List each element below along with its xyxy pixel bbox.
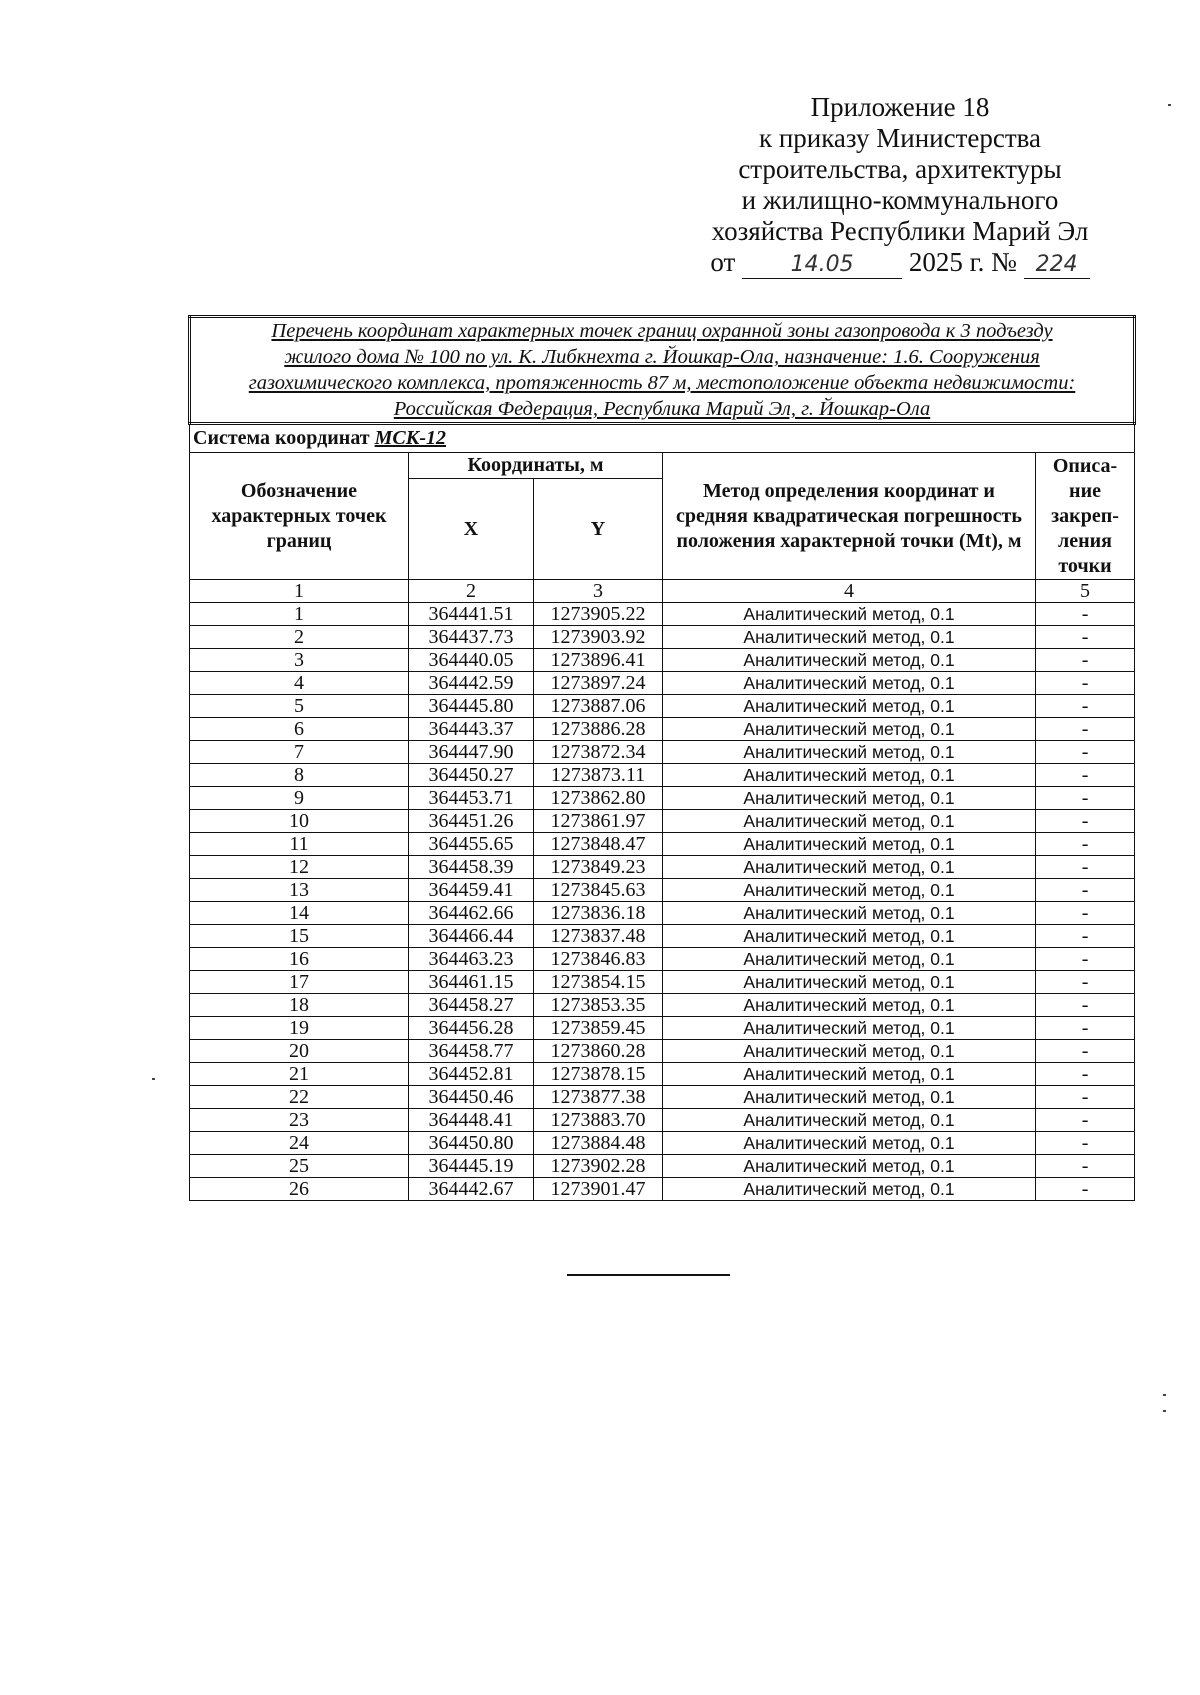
point-cell: 21 — [190, 1063, 409, 1086]
handwritten-order-number: 224 — [1024, 252, 1090, 279]
y-cell: 1273854.15 — [534, 971, 663, 994]
point-cell: 18 — [190, 994, 409, 1017]
column-number-row — [190, 580, 1135, 603]
description-cell: - — [1036, 1063, 1135, 1086]
x-cell: 364458.39 — [409, 856, 534, 879]
description-cell: - — [1036, 603, 1135, 626]
x-cell: 364455.65 — [409, 833, 534, 856]
header-line-ministry: строительства, архитектуры — [738, 154, 1062, 184]
x-cell: 364450.46 — [409, 1086, 534, 1109]
description-cell: - — [1036, 879, 1135, 902]
y-cell: 1273849.23 — [534, 856, 663, 879]
table-row — [190, 603, 1135, 626]
description-cell: - — [1036, 833, 1135, 856]
x-cell: 364445.19 — [409, 1155, 534, 1178]
method-cell: Аналитический метод, 0.1 — [663, 764, 1036, 787]
header-line-republic: хозяйства Республики Марий Эл — [711, 216, 1089, 246]
y-cell: 1273887.06 — [534, 695, 663, 718]
x-cell: 364459.41 — [409, 879, 534, 902]
header-description: Описа-ние закреп-ления точки — [1036, 453, 1135, 580]
table-row — [190, 833, 1135, 856]
method-cell: Аналитический метод, 0.1 — [663, 787, 1036, 810]
y-cell: 1273902.28 — [534, 1155, 663, 1178]
method-cell: Аналитический метод, 0.1 — [663, 1063, 1036, 1086]
table-row — [190, 741, 1135, 764]
point-cell: 24 — [190, 1132, 409, 1155]
description-cell: - — [1036, 856, 1135, 879]
point-cell: 15 — [190, 925, 409, 948]
point-cell: 13 — [190, 879, 409, 902]
x-cell: 364442.59 — [409, 672, 534, 695]
description-cell: - — [1036, 649, 1135, 672]
method-cell: Аналитический метод, 0.1 — [663, 1155, 1036, 1178]
description-cell: - — [1036, 1155, 1135, 1178]
description-cell: - — [1036, 1040, 1135, 1063]
point-cell: 14 — [190, 902, 409, 925]
point-cell: 26 — [190, 1178, 409, 1201]
point-cell: 25 — [190, 1155, 409, 1178]
y-cell: 1273873.11 — [534, 764, 663, 787]
column-number: 4 — [663, 580, 1036, 603]
point-cell: 20 — [190, 1040, 409, 1063]
description-cell: - — [1036, 764, 1135, 787]
method-cell: Аналитический метод, 0.1 — [663, 649, 1036, 672]
table-row — [190, 695, 1135, 718]
table-row — [190, 1109, 1135, 1132]
method-cell: Аналитический метод, 0.1 — [663, 902, 1036, 925]
table-row — [190, 810, 1135, 833]
method-cell: Аналитический метод, 0.1 — [663, 1040, 1036, 1063]
description-cell: - — [1036, 626, 1135, 649]
closing-separator-line — [567, 1274, 730, 1276]
y-cell: 1273853.35 — [534, 994, 663, 1017]
x-cell: 364458.27 — [409, 994, 534, 1017]
table-title — [190, 317, 1135, 424]
handwritten-date: 14.05 — [742, 252, 902, 279]
method-cell: Аналитический метод, 0.1 — [663, 1109, 1036, 1132]
table-row — [190, 787, 1135, 810]
x-cell: 364445.80 — [409, 695, 534, 718]
point-cell: 10 — [190, 810, 409, 833]
y-cell: 1273862.80 — [534, 787, 663, 810]
x-cell: 364447.90 — [409, 741, 534, 764]
table-row — [190, 626, 1135, 649]
column-number: 1 — [190, 580, 409, 603]
coordinate-system-row — [190, 424, 1135, 453]
y-cell: 1273845.63 — [534, 879, 663, 902]
method-cell: Аналитический метод, 0.1 — [663, 1017, 1036, 1040]
point-cell: 8 — [190, 764, 409, 787]
method-cell: Аналитический метод, 0.1 — [663, 833, 1036, 856]
y-cell: 1273877.38 — [534, 1086, 663, 1109]
table-row — [190, 1040, 1135, 1063]
method-cell: Аналитический метод, 0.1 — [663, 879, 1036, 902]
scan-speck — [1168, 104, 1171, 106]
table-row — [190, 925, 1135, 948]
title-line: Российская Федерация, Республика Марий Эл, г. Йошкар-Ола — [393, 398, 931, 420]
scan-speck — [152, 1078, 155, 1080]
x-cell: 364463.23 — [409, 948, 534, 971]
x-cell: 364443.37 — [409, 718, 534, 741]
x-cell: 364466.44 — [409, 925, 534, 948]
table-row — [190, 948, 1135, 971]
year-text: 2025 г. № — [908, 247, 1017, 277]
method-cell: Аналитический метод, 0.1 — [663, 856, 1036, 879]
point-cell: 2 — [190, 626, 409, 649]
method-cell: Аналитический метод, 0.1 — [663, 1086, 1036, 1109]
y-cell: 1273901.47 — [534, 1178, 663, 1201]
method-cell: Аналитический метод, 0.1 — [663, 994, 1036, 1017]
coordinates-table — [188, 315, 1136, 1201]
table-row — [190, 994, 1135, 1017]
header-line-order: к приказу Министерства — [758, 123, 1042, 153]
table-row — [190, 649, 1135, 672]
order-date-line — [690, 247, 1110, 279]
point-cell: 23 — [190, 1109, 409, 1132]
x-cell: 364448.41 — [409, 1109, 534, 1132]
column-number: 3 — [534, 580, 663, 603]
description-cell: - — [1036, 948, 1135, 971]
description-cell: - — [1036, 925, 1135, 948]
header-y: Y — [534, 479, 663, 580]
y-cell: 1273860.28 — [534, 1040, 663, 1063]
method-cell: Аналитический метод, 0.1 — [663, 1132, 1036, 1155]
table-row — [190, 971, 1135, 994]
header-x: X — [409, 479, 534, 580]
point-cell: 9 — [190, 787, 409, 810]
table-row — [190, 764, 1135, 787]
description-cell: - — [1036, 695, 1135, 718]
header-method: Метод определения координат и средняя квадратическая погрешность положения характерной точки (Mt), м — [663, 453, 1036, 580]
description-cell: - — [1036, 718, 1135, 741]
y-cell: 1273872.34 — [534, 741, 663, 764]
table-row — [190, 1178, 1135, 1201]
y-cell: 1273884.48 — [534, 1132, 663, 1155]
y-cell: 1273903.92 — [534, 626, 663, 649]
x-cell: 364451.26 — [409, 810, 534, 833]
header-designation: Обозначение характерных точек границ — [190, 453, 409, 580]
method-cell: Аналитический метод, 0.1 — [663, 925, 1036, 948]
date-prefix: от — [710, 247, 736, 277]
x-cell: 364462.66 — [409, 902, 534, 925]
point-cell: 16 — [190, 948, 409, 971]
x-cell: 364450.27 — [409, 764, 534, 787]
header-coordinates: Координаты, м — [409, 453, 663, 479]
y-cell: 1273897.24 — [534, 672, 663, 695]
description-cell: - — [1036, 1178, 1135, 1201]
x-cell: 364461.15 — [409, 971, 534, 994]
point-cell: 4 — [190, 672, 409, 695]
description-cell: - — [1036, 902, 1135, 925]
title-line: газохимического комплекса, протяженность 87 м, местоположение объекта недвижимости: — [248, 372, 1076, 394]
x-cell: 364458.77 — [409, 1040, 534, 1063]
description-cell: - — [1036, 1132, 1135, 1155]
table-row — [190, 1017, 1135, 1040]
method-cell: Аналитический метод, 0.1 — [663, 718, 1036, 741]
table-row — [190, 1155, 1135, 1178]
table-row — [190, 902, 1135, 925]
table-row — [190, 1086, 1135, 1109]
description-cell: - — [1036, 810, 1135, 833]
point-cell: 22 — [190, 1086, 409, 1109]
table-row — [190, 718, 1135, 741]
y-cell: 1273896.41 — [534, 649, 663, 672]
x-cell: 364452.81 — [409, 1063, 534, 1086]
method-cell: Аналитический метод, 0.1 — [663, 810, 1036, 833]
point-cell: 1 — [190, 603, 409, 626]
method-cell: Аналитический метод, 0.1 — [663, 741, 1036, 764]
y-cell: 1273848.47 — [534, 833, 663, 856]
point-cell: 7 — [190, 741, 409, 764]
header-line-housing: и жилищно-коммунального — [741, 185, 1059, 215]
column-number: 5 — [1036, 580, 1135, 603]
table-row — [190, 1132, 1135, 1155]
method-cell: Аналитический метод, 0.1 — [663, 1178, 1036, 1201]
y-cell: 1273837.48 — [534, 925, 663, 948]
document-header — [690, 92, 1110, 279]
coordinate-system-value: МСК-12 — [374, 427, 446, 449]
x-cell: 364440.05 — [409, 649, 534, 672]
description-cell: - — [1036, 1086, 1135, 1109]
y-cell: 1273886.28 — [534, 718, 663, 741]
x-cell: 364453.71 — [409, 787, 534, 810]
point-cell: 11 — [190, 833, 409, 856]
method-cell: Аналитический метод, 0.1 — [663, 672, 1036, 695]
description-cell: - — [1036, 971, 1135, 994]
y-cell: 1273905.22 — [534, 603, 663, 626]
x-cell: 364442.67 — [409, 1178, 534, 1201]
scan-speck — [1163, 1410, 1166, 1412]
scan-speck — [1163, 1394, 1166, 1396]
title-line: жилого дома № 100 по ул. К. Либкнехта г. Йошкар-Ола, назначение: 1.6. Сооружения — [284, 346, 1040, 368]
header-line-appendix: Приложение 18 — [810, 92, 990, 122]
y-cell: 1273846.83 — [534, 948, 663, 971]
point-cell: 17 — [190, 971, 409, 994]
x-cell: 364456.28 — [409, 1017, 534, 1040]
method-cell: Аналитический метод, 0.1 — [663, 971, 1036, 994]
point-cell: 3 — [190, 649, 409, 672]
y-cell: 1273883.70 — [534, 1109, 663, 1132]
x-cell: 364450.80 — [409, 1132, 534, 1155]
description-cell: - — [1036, 994, 1135, 1017]
x-cell: 364441.51 — [409, 603, 534, 626]
method-cell: Аналитический метод, 0.1 — [663, 603, 1036, 626]
point-cell: 5 — [190, 695, 409, 718]
y-cell: 1273878.15 — [534, 1063, 663, 1086]
title-line: Перечень координат характерных точек границ охранной зоны газопровода к 3 подъезду — [271, 320, 1053, 342]
description-cell: - — [1036, 672, 1135, 695]
description-cell: - — [1036, 787, 1135, 810]
coordinate-system-label: Система координат — [193, 427, 370, 449]
description-cell: - — [1036, 1109, 1135, 1132]
table-row — [190, 672, 1135, 695]
table-row — [190, 1063, 1135, 1086]
table-row — [190, 856, 1135, 879]
column-number: 2 — [409, 580, 534, 603]
method-cell: Аналитический метод, 0.1 — [663, 626, 1036, 649]
method-cell: Аналитический метод, 0.1 — [663, 695, 1036, 718]
point-cell: 6 — [190, 718, 409, 741]
x-cell: 364437.73 — [409, 626, 534, 649]
description-cell: - — [1036, 741, 1135, 764]
point-cell: 19 — [190, 1017, 409, 1040]
y-cell: 1273859.45 — [534, 1017, 663, 1040]
description-cell: - — [1036, 1017, 1135, 1040]
method-cell: Аналитический метод, 0.1 — [663, 948, 1036, 971]
table-row — [190, 879, 1135, 902]
point-cell: 12 — [190, 856, 409, 879]
y-cell: 1273836.18 — [534, 902, 663, 925]
y-cell: 1273861.97 — [534, 810, 663, 833]
